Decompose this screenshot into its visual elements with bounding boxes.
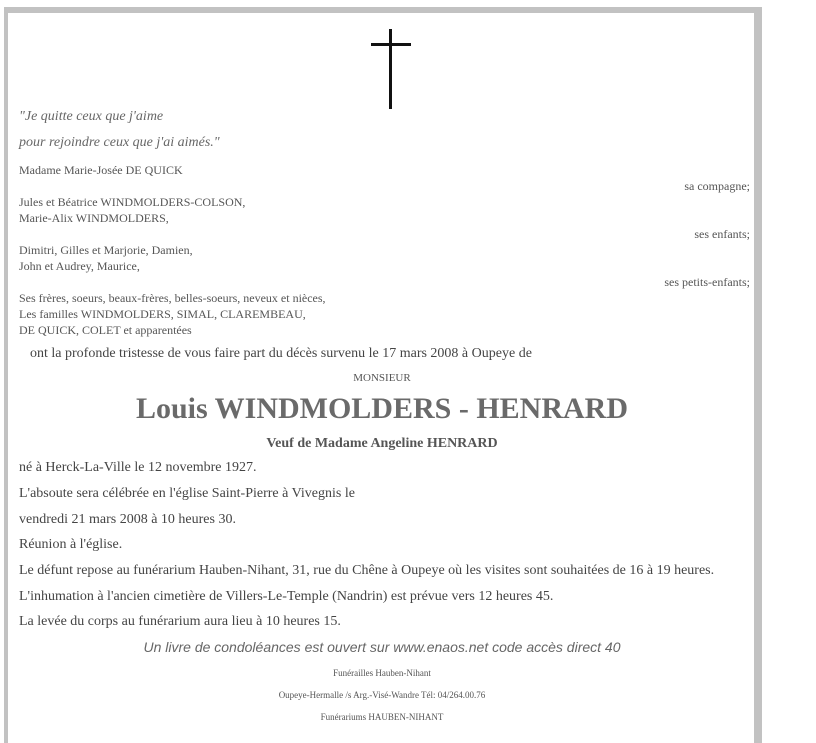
relatives-line-1: Ses frères, soeurs, beaux-frères, belles-soeurs, neveux et nièces, <box>19 291 326 305</box>
quote-line-1: "Je quitte ceux que j'aime <box>19 109 164 124</box>
detail-date: vendredi 21 mars 2008 à 10 heures 30. <box>19 512 236 527</box>
grandchild-line-2: John et Audrey, Maurice, <box>19 259 140 273</box>
cross-icon <box>370 29 412 111</box>
relatives-line-3: DE QUICK, COLET et apparentées <box>19 323 192 337</box>
grandchildren-role: ses petits-enfants; <box>664 275 750 289</box>
footer-line-1: Funérailles Hauben-Nihant <box>333 668 431 678</box>
footer-line-3: Funérariums HAUBEN-NIHANT <box>320 712 444 722</box>
detail-levee: La levée du corps au funérarium aura lieu à 10 heures 15. <box>19 614 341 629</box>
detail-repose: Le défunt repose au funérarium Hauben-Nihant, 31, rue du Chêne à Oupeye où les visites sont souhaitées de 16 à 19 heures. <box>19 563 715 578</box>
quote-line-2: pour rejoindre ceux que j'ai aimés." <box>19 135 220 150</box>
relatives-line-2: Les familles WINDMOLDERS, SIMAL, CLAREMBEAU, <box>19 307 306 321</box>
footer-line-2: Oupeye-Hermalle /s Arg.-Visé-Wandre Tél: 04/264.00.76 <box>278 690 486 700</box>
honorific: MONSIEUR <box>353 372 411 384</box>
child-line-1: Jules et Béatrice WINDMOLDERS-COLSON, <box>19 195 246 209</box>
widower-of: Veuf de Madame Angeline HENRARD <box>266 436 498 451</box>
companion-role: sa compagne; <box>684 179 750 193</box>
condolences-text: Un livre de condoléances est ouvert sur www.enaos.net code accès direct 40 <box>143 639 621 655</box>
detail-birth: né à Herck-La-Ville le 12 novembre 1927. <box>19 460 257 475</box>
detail-absoute: L'absoute sera célébrée en l'église Saint-Pierre à Vivegnis le <box>19 486 355 501</box>
detail-meeting: Réunion à l'église. <box>19 537 123 552</box>
child-line-2: Marie-Alix WINDMOLDERS, <box>19 211 169 225</box>
detail-burial: L'inhumation à l'ancien cimetière de Villers-Le-Temple (Nandrin) est prévue vers 12 heures 45. <box>19 589 554 604</box>
deceased-name: Louis WINDMOLDERS - HENRARD <box>135 392 628 425</box>
companion-name: Madame Marie-Josée DE QUICK <box>19 163 183 177</box>
children-role: ses enfants; <box>694 227 750 241</box>
grandchild-line-1: Dimitri, Gilles et Marjorie, Damien, <box>19 243 193 257</box>
announcement-text: ont la profonde tristesse de vous faire part du décès survenu le 17 mars 2008 à Oupeye de <box>30 346 532 361</box>
